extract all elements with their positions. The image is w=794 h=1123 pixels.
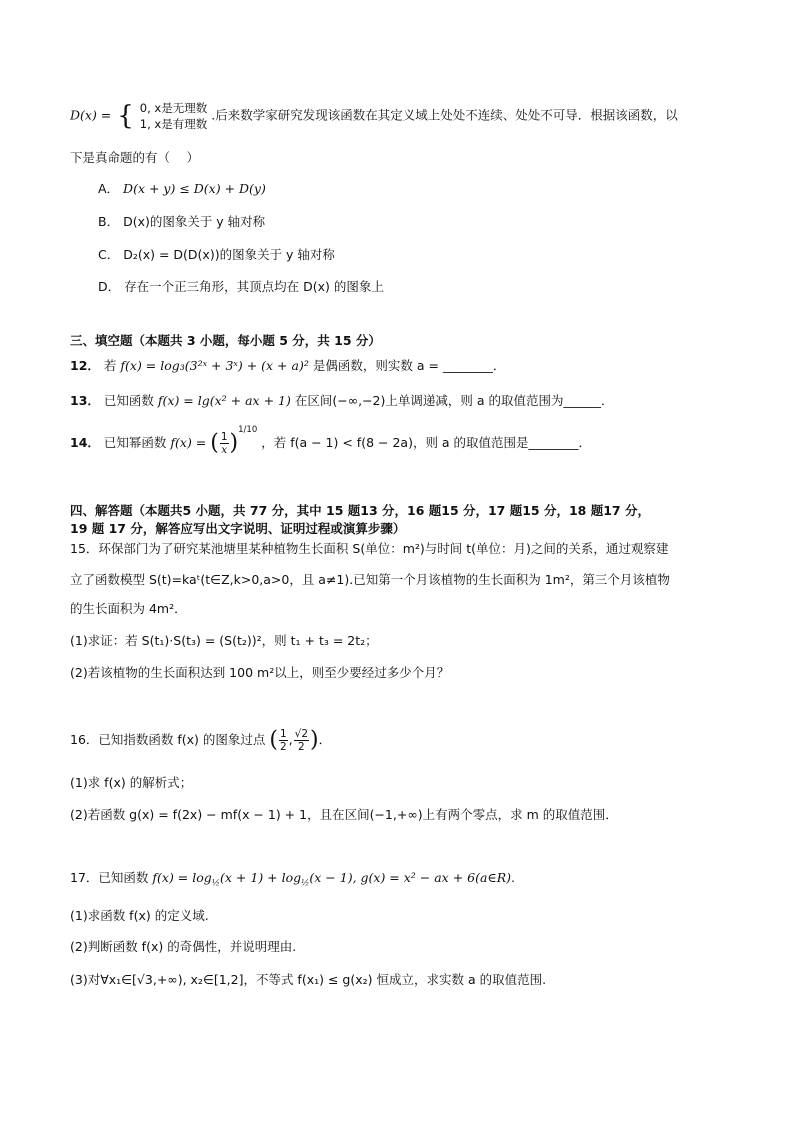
section4-heading-1: 四、解答题（本题共5 小题，共 77 分，其中 15 题13 分，16 题15 分，17 题15 分，18 题17 分，	[70, 503, 650, 518]
q11-text-line2: 下是真命题的有（ ）	[70, 150, 199, 165]
dirichlet-def-lhs: D(x) =	[70, 107, 112, 123]
q17-part1: (1)求函数 f(x) 的定义域.	[70, 908, 209, 923]
q17-line1: 17．已知函数 $f(x) = \log_{\frac{1}{2}}(x + 1) + \log_{\frac{1}{2}}(x - 1)$, g(x) = x² − ax + 6(a∈R).	[70, 870, 515, 889]
q16-part2: (2)若函数 g(x) = f(2x) − mf(x − 1) + 1，且在区间(−1,+∞)上有两个零点，求 m 的取值范围．	[70, 807, 618, 822]
q15-line2: 立了函数模型 S(t)=kaᵗ(t∈Z,k>0,a>0，且 a≠1).已知第一个月该植物的生长面积为 1m²，第三个月该植物	[70, 572, 670, 587]
q11-option-b: B． D(x)的图象关于 y 轴对称	[98, 214, 266, 229]
q17-f-definition: $f(x) = \log_{\frac{1}{2}}(x + 1) + \log_{\frac{1}{2}}(x - 1)$	[152, 870, 353, 889]
power-function-lhs: f(x) =	[170, 435, 207, 451]
fraction-1-over-x: $\frac{1}{x}$	[220, 431, 228, 457]
brace-icon: {	[117, 101, 134, 131]
q14: 14． 已知幂函数 f(x) = ( $\frac{1}{x}$ )$^{1/10}$ ，若 f(a − 1) < f(8 − 2a)，则 a 的取值范围是________．	[70, 425, 592, 457]
q13: 13． 已知函数 f(x) = lg(x² + ax + 1) 在区间(−∞,−2)上单调递减，则 a 的取值范围为______．	[70, 393, 614, 408]
section3-heading: 三、填空题（本题共 3 小题，每小题 5 分，共 15 分）	[70, 333, 381, 348]
q12: 12． 若 f(x) = log₃(3²ˣ + 3ˣ) + (x + a)² 是偶函数，则实数 a = ________．	[70, 358, 506, 373]
case-rational: 1, x是有理数	[139, 117, 208, 131]
q15-line3: 的生长面积为 4m²．	[70, 601, 187, 616]
q11-text: .后来数学家研究发现该函数在其定义域上处处不连续、处处不可导．根据该函数，以	[211, 107, 678, 123]
q15-part2: (2)若该植物的生长面积达到 100 m²以上，则至少要经过多少个月？	[70, 665, 450, 680]
q16-part1: (1)求 f(x) 的解析式；	[70, 775, 193, 790]
q11-option-c: C． D₂(x) = D(D(x))的图象关于 y 轴对称	[98, 247, 335, 262]
paren-icon: (	[269, 727, 278, 753]
paren-icon: )	[229, 430, 239, 456]
paren-icon: )	[310, 727, 319, 753]
point-y-fraction: $\frac{√2}{2}$	[294, 728, 309, 753]
case-irrational: 0, x是无理数	[139, 101, 208, 115]
point-x-fraction: $\frac{1}{2}$	[279, 728, 287, 753]
q15-part1: (1)求证：若 S(t₁)·S(t₃) = (S(t₂))²，则 t₁ + t₃ = 2t₂；	[70, 633, 378, 648]
piecewise-cases	[140, 100, 207, 132]
exponent-1-over-10: 1/10	[238, 425, 258, 435]
q13-expression: f(x) = lg(x² + ax + 1)	[157, 393, 291, 408]
q11-definition-line	[70, 100, 678, 132]
q11-option-a: A． D(x + y) ≤ D(x) + D(y)	[98, 181, 266, 196]
q17-part3: (3)对∀x₁∈[√3,+∞), x₂∈[1,2]，不等式 f(x₁) ≤ g(x₂) 恒成立，求实数 a 的取值范围.	[70, 972, 547, 987]
paren-icon: (	[210, 430, 219, 456]
q12-expression: f(x) = log₃(3²ˣ + 3ˣ) + (x + a)²	[120, 358, 309, 373]
q11-option-d: D． 存在一个正三角形，其顶点均在 D(x) 的图象上	[98, 279, 384, 294]
q16-line1: 16．已知指数函数 f(x) 的图象过点 ( $\frac{1}{2}$ , $\frac{√2}{2}$ )．	[70, 727, 332, 753]
q17-part2: (2)判断函数 f(x) 的奇偶性，并说明理由.	[70, 939, 297, 954]
q15-line1: 15．环保部门为了研究某池塘里某种植物生长面积 S(单位：m²)与时间 t(单位：月)之间的关系，通过观察建	[70, 541, 669, 556]
section4-heading-2: 19 题 17 分，解答应写出文字说明、证明过程或演算步骤）	[70, 521, 406, 536]
